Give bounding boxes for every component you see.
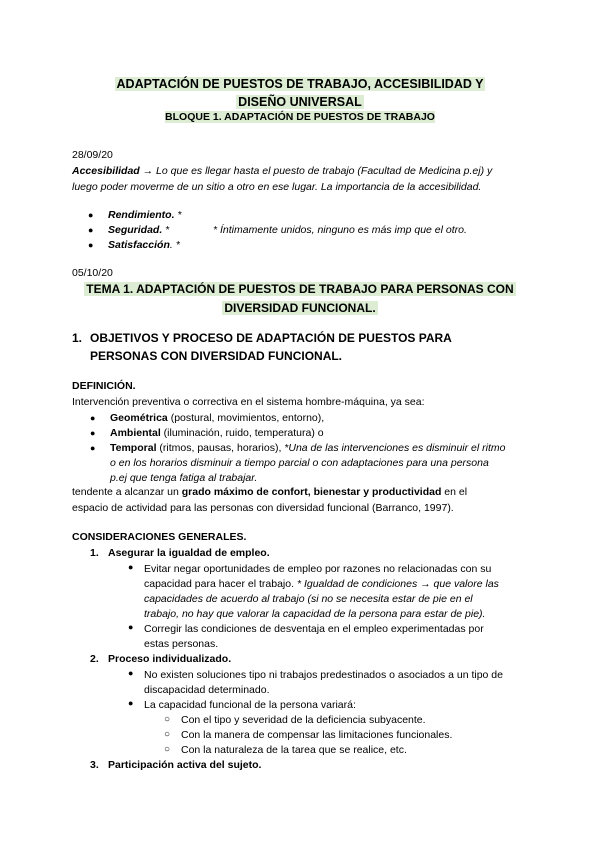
consideracion-1: 1. Asegurar la igualdad de empleo. (90, 547, 270, 559)
c1-b2-line2: estas personas. (144, 638, 219, 650)
sub-bullet-circle: ○ (164, 744, 171, 755)
c2-sub-1: Con el tipo y severidad de la deficiencia subyacente. (181, 714, 426, 726)
bullet-rendimiento: ● Rendimiento. * (88, 209, 182, 221)
sub-bullet-circle: ○ (164, 714, 171, 725)
definicion-intro: Intervención preventiva o correctiva en el sistema hombre-máquina, ya sea: (72, 396, 425, 408)
consideracion-2-bullets (128, 667, 568, 762)
bullet-dot: ● (88, 210, 94, 220)
consideracion-2: 2. Proceso individualizado. (90, 653, 232, 665)
tema-title: TEMA 1. ADAPTACIÓN DE PUESTOS DE TRABAJO PARA PERSONAS CON DIVERSIDAD FUNCIONAL. (86, 282, 514, 315)
bullet-satisfaccion: ● Satisfacción. * (88, 239, 180, 251)
temporal-note-line3: p.ej que tenga fatiga al trabajar. (110, 472, 258, 484)
bloque-title: BLOQUE 1. ADAPTACIÓN DE PUESTOS DE TRABAJO (165, 111, 435, 123)
c1-b1-line3: capacidades de acuerdo al trabajo (si no se necesita estar de pie en el (144, 593, 473, 605)
bullet-seguridad: ● Seguridad. * (88, 224, 170, 236)
definicion-close-line1: tendente a alcanzar un grado máximo de confort, bienestar y productividad en el (72, 486, 468, 498)
c2-b1-line2: discapacidad determinado. (144, 684, 270, 696)
bullet-dot: ● (88, 240, 94, 250)
definicion-close-line2: espacio de actividad para las personas con diversidad funcional (Barranco, 1997). (72, 502, 454, 514)
list-item-temporal: ● Temporal (ritmos, pausas, horarios), *Una de las intervenciones es disminuir el ritmo (90, 442, 506, 454)
c1-b1-line2: capacidad para hacer el trabajo. * Igualdad de condiciones → que valore las (144, 578, 499, 590)
date-1: 28/09/20 (72, 149, 113, 161)
sub-bullet-circle: ○ (164, 729, 171, 740)
c1-b1-line4: trabajo, no hay que valorar la capacidad de la persona para estar de pie). (144, 608, 486, 620)
bullet-note: * Íntimamente unidos, ninguno es más imp que el otro. (213, 224, 467, 236)
bullet-dot: ● (88, 225, 94, 235)
bullet-dot: ● (128, 562, 134, 572)
list-item-geometrica: ● Geométrica (postural, movimientos, entorno), (90, 412, 325, 424)
c1-b2-line1: Corregir las condiciones de desventaja en el empleo experimentadas por (144, 623, 484, 635)
bullet-dot: ● (90, 443, 96, 453)
temporal-note-line2: o en los horarios disminuir a tiempo parcial o con adaptaciones para una persona (110, 457, 489, 469)
consideraciones-heading: CONSIDERACIONES GENERALES. (72, 531, 247, 543)
bullet-dot: ● (90, 428, 96, 438)
bullet-dot: ● (128, 668, 134, 678)
accesibilidad-def-line1: Accesibilidad → Lo que es llegar hasta el puesto de trabajo (Facultad de Medicina p.ej) y (72, 165, 493, 177)
list-item-ambiental: ● Ambiental (iluminación, ruido, temperatura) o (90, 427, 324, 439)
document-title: ADAPTACIÓN DE PUESTOS DE TRABAJO, ACCESIBILIDAD Y DISEÑO UNIVERSAL (116, 77, 484, 109)
bullet-dot: ● (128, 698, 134, 708)
section-title: 1. OBJETIVOS Y PROCESO DE ADAPTACIÓN DE PUESTOS PARA PERSONAS CON DIVERSIDAD FUNCIONAL. (72, 331, 452, 363)
bullet-dot: ● (128, 622, 134, 632)
consideracion-1-bullets (128, 561, 568, 661)
c1-b1-line1: Evitar negar oportunidades de empleo por razones no relacionadas con su (144, 563, 492, 575)
c2-sub-2: Con la manera de compensar las limitaciones funcionales. (181, 729, 453, 741)
definicion-heading: DEFINICIÓN. (72, 380, 136, 392)
definicion-list (90, 410, 550, 490)
c2-b2-line1: La capacidad funcional de la persona variará: (144, 699, 356, 711)
date-2: 05/10/20 (72, 267, 113, 279)
c2-b1-line1: No existen soluciones tipo ni trabajos predestinados o asociados a un tipo de (144, 669, 503, 681)
accesibilidad-bullets (88, 207, 488, 267)
accesibilidad-def-line2: luego poder moverme de un sitio a otro en ese lugar. La importancia de la accesibilidad. (72, 181, 482, 193)
bullet-dot: ● (90, 413, 96, 423)
consideracion-3: 3. Participación activa del sujeto. (90, 759, 262, 771)
c2-sub-3: Con la naturaleza de la tarea que se realice, etc. (181, 744, 407, 756)
